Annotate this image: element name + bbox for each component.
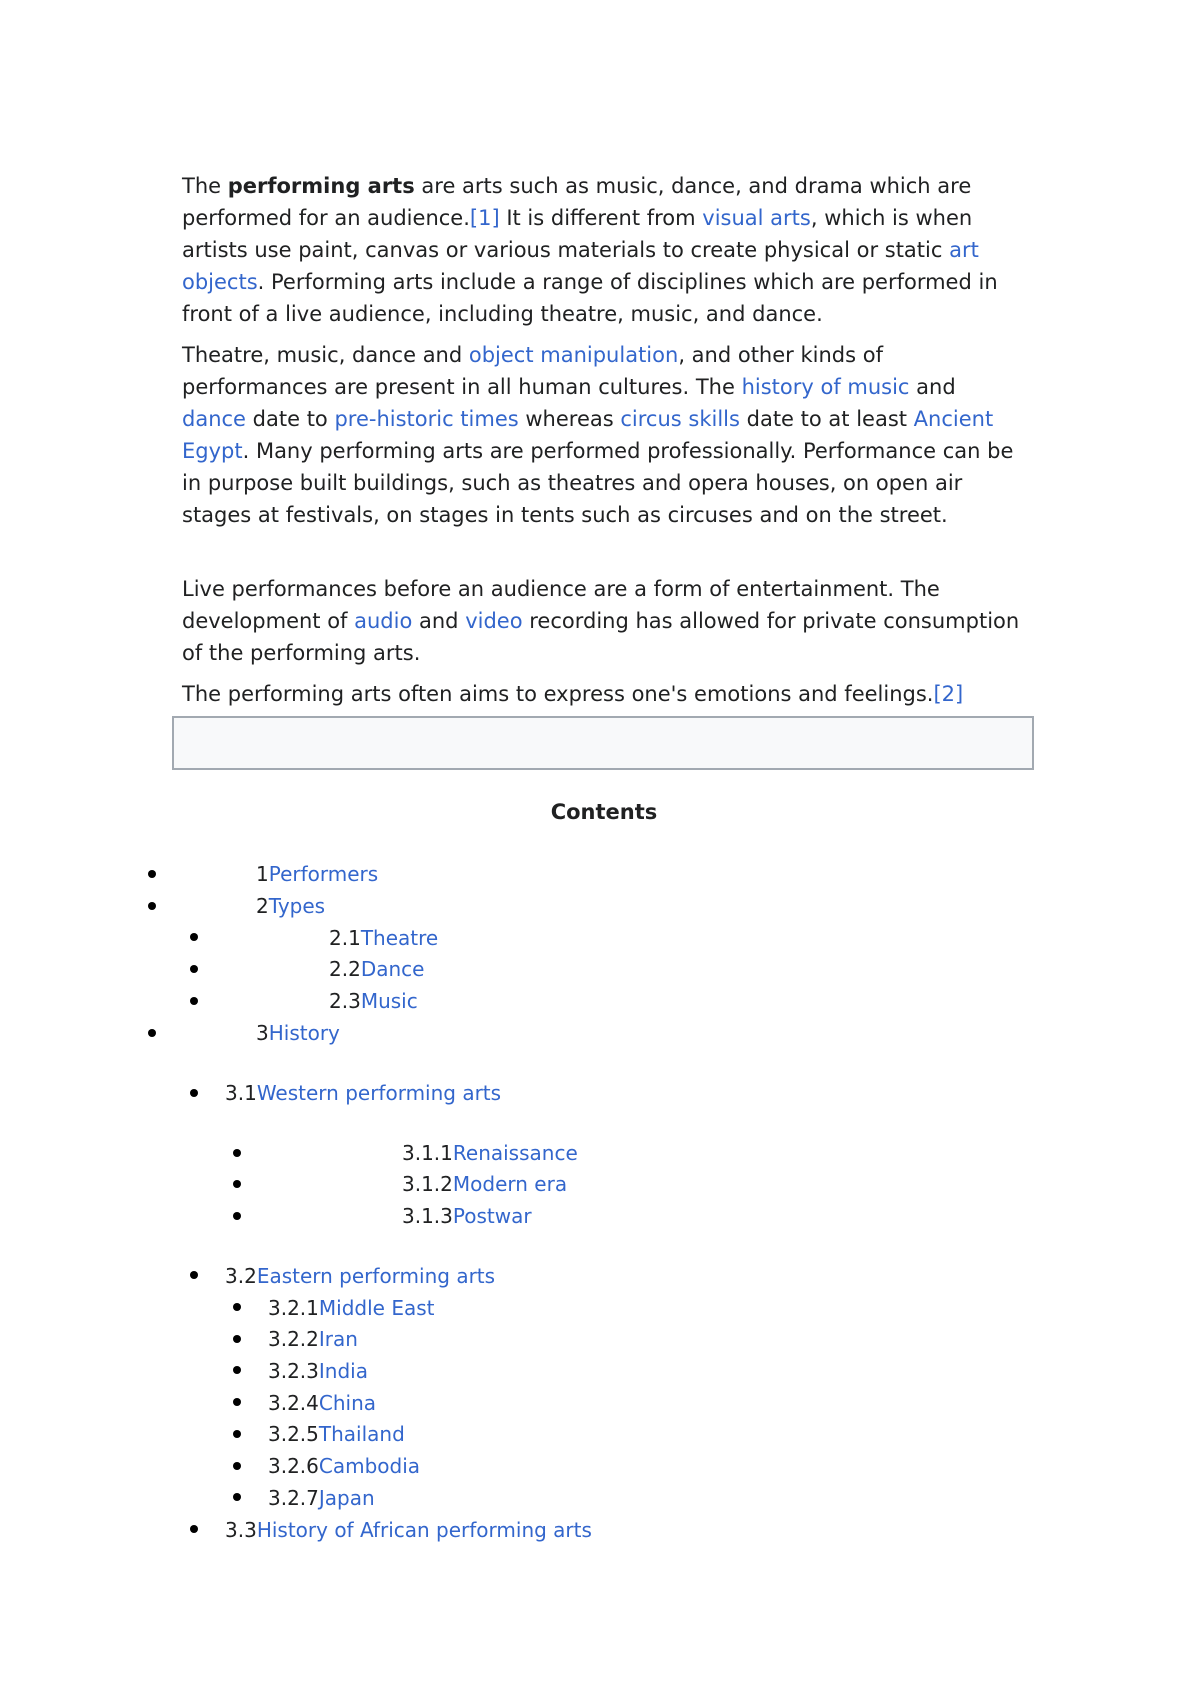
- toc-item-number: 3.2.4: [268, 1391, 319, 1415]
- toc-item-link[interactable]: Theatre: [360, 926, 439, 950]
- text-run: and: [909, 375, 956, 399]
- toc-item-number: 3.1: [225, 1081, 257, 1105]
- toc-title: Contents: [550, 800, 658, 824]
- toc-item[interactable]: [268, 1420, 405, 1448]
- intro-paragraph-2: [182, 339, 1022, 531]
- bullet-icon: [148, 870, 156, 878]
- text-run: . Many performing arts are performed professionally. Performance can be in purpose built buildings, such as theatres and opera houses, on open air stages at festivals, on stages in tents such as circuses and on the street.: [182, 439, 1014, 527]
- inline-link[interactable]: [2]: [933, 682, 964, 706]
- toc-item-link[interactable]: Middle East: [318, 1296, 435, 1320]
- toc-item[interactable]: [329, 987, 418, 1015]
- toc-item-link[interactable]: China: [318, 1391, 377, 1415]
- toc-item-number: 3.2.6: [268, 1454, 319, 1478]
- bullet-icon: [233, 1366, 241, 1374]
- bullet-icon: [233, 1149, 241, 1157]
- toc-item-link[interactable]: Cambodia: [318, 1454, 421, 1478]
- toc-item[interactable]: [268, 1389, 376, 1417]
- toc-item-number: 3.3: [225, 1518, 257, 1542]
- toc-item[interactable]: [225, 1516, 592, 1544]
- toc-item[interactable]: [329, 924, 438, 952]
- text-run: The: [182, 174, 228, 198]
- bold-term: performing arts: [227, 174, 415, 198]
- toc-item-number: 3.2: [225, 1264, 257, 1288]
- toc-item[interactable]: [268, 1357, 368, 1385]
- toc-item[interactable]: [268, 1484, 375, 1512]
- toc-item[interactable]: [256, 892, 325, 920]
- inline-link[interactable]: history of music: [741, 375, 910, 399]
- inline-link[interactable]: pre-historic times: [334, 407, 519, 431]
- toc-item-number: 2.3: [329, 989, 361, 1013]
- bullet-icon: [148, 1029, 156, 1037]
- toc-item[interactable]: [225, 1079, 501, 1107]
- toc-item[interactable]: [225, 1262, 495, 1290]
- bullet-icon: [233, 1303, 241, 1311]
- toc-item[interactable]: [256, 1019, 340, 1047]
- inline-link[interactable]: visual arts: [702, 206, 811, 230]
- bullet-icon: [190, 1271, 198, 1279]
- toc-item-number: 2.1: [329, 926, 361, 950]
- inline-link[interactable]: audio: [354, 609, 413, 633]
- toc-item-link[interactable]: Dance: [360, 957, 425, 981]
- toc-item-number: 3.2.5: [268, 1422, 319, 1446]
- inline-link[interactable]: circus skills: [620, 407, 740, 431]
- text-run: are arts such as music, dance, and drama which are performed for an audience.: [182, 174, 972, 230]
- text-run: , and other kinds of performances are present in all human cultures. The: [182, 343, 883, 399]
- bullet-icon: [190, 997, 198, 1005]
- inline-link[interactable]: dance: [182, 407, 246, 431]
- toc-item-number: 3: [256, 1021, 269, 1045]
- text-run: date to: [245, 407, 335, 431]
- bullet-icon: [190, 933, 198, 941]
- intro-paragraph-4: [182, 678, 1022, 710]
- toc-item-link[interactable]: Music: [360, 989, 418, 1013]
- bullet-icon: [190, 1525, 198, 1533]
- toc-item-link[interactable]: Performers: [268, 862, 379, 886]
- inline-link[interactable]: art objects: [182, 238, 979, 294]
- bullet-icon: [233, 1180, 241, 1188]
- text-run: The performing arts often aims to express one's emotions and feelings.: [182, 682, 934, 706]
- text-run: recording has allowed for private consumption of the performing arts.: [182, 609, 1020, 665]
- text-run: Live performances before an audience are a form of entertainment. The development of: [182, 577, 940, 633]
- toc-item[interactable]: [329, 955, 424, 983]
- toc-item-link[interactable]: History: [268, 1021, 340, 1045]
- toc-item-link[interactable]: Postwar: [452, 1204, 532, 1228]
- toc-item-link[interactable]: Japan: [318, 1486, 375, 1510]
- toc-item-link[interactable]: Types: [268, 894, 326, 918]
- inline-link[interactable]: video: [465, 609, 523, 633]
- bullet-icon: [233, 1462, 241, 1470]
- toc-item-link[interactable]: History of African performing arts: [256, 1518, 592, 1542]
- text-run: and: [412, 609, 466, 633]
- toc-item-link[interactable]: Iran: [318, 1327, 358, 1351]
- bullet-icon: [233, 1430, 241, 1438]
- bullet-icon: [233, 1493, 241, 1501]
- toc-item-link[interactable]: Eastern performing arts: [256, 1264, 496, 1288]
- toc-item-link[interactable]: India: [318, 1359, 368, 1383]
- intro-paragraph-1: [182, 170, 1022, 330]
- bullet-icon: [190, 965, 198, 973]
- text-run: It is different from: [499, 206, 703, 230]
- toc-placeholder-box: [172, 716, 1034, 770]
- toc-item[interactable]: [268, 1452, 420, 1480]
- bullet-icon: [233, 1398, 241, 1406]
- toc-item[interactable]: [256, 860, 378, 888]
- intro-paragraph-3: [182, 573, 1022, 669]
- toc-item-link[interactable]: Western performing arts: [256, 1081, 502, 1105]
- toc-item[interactable]: [402, 1139, 578, 1167]
- text-run: whereas: [518, 407, 621, 431]
- toc-item[interactable]: [268, 1294, 434, 1322]
- text-run: date to at least: [739, 407, 914, 431]
- toc-item-number: 3.1.3: [402, 1204, 453, 1228]
- toc-item[interactable]: [402, 1202, 532, 1230]
- toc-item-link[interactable]: Thailand: [318, 1422, 405, 1446]
- bullet-icon: [190, 1089, 198, 1097]
- toc-item-number: 3.2.2: [268, 1327, 319, 1351]
- inline-link[interactable]: [1]: [469, 206, 500, 230]
- toc-item-number: 2.2: [329, 957, 361, 981]
- toc-item-link[interactable]: Modern era: [452, 1172, 568, 1196]
- toc-item-number: 3.1.1: [402, 1141, 453, 1165]
- toc-item[interactable]: [402, 1170, 567, 1198]
- text-run: . Performing arts include a range of disciplines which are performed in front of a live audience, including theatre, music, and dance.: [182, 270, 998, 326]
- toc-item-number: 3.1.2: [402, 1172, 453, 1196]
- toc-item-number: 3.2.7: [268, 1486, 319, 1510]
- toc-item[interactable]: [268, 1325, 358, 1353]
- toc-item-number: 3.2.1: [268, 1296, 319, 1320]
- text-run: Theatre, music, dance and: [182, 343, 469, 367]
- toc-item-number: 3.2.3: [268, 1359, 319, 1383]
- bullet-icon: [233, 1335, 241, 1343]
- toc-item-link[interactable]: Renaissance: [452, 1141, 578, 1165]
- toc-item-number: 1: [256, 862, 269, 886]
- bullet-icon: [233, 1212, 241, 1220]
- inline-link[interactable]: Ancient Egypt: [182, 407, 994, 463]
- toc-item-number: 2: [256, 894, 269, 918]
- inline-link[interactable]: object manipulation: [468, 343, 679, 367]
- bullet-icon: [148, 902, 156, 910]
- text-run: , which is when artists use paint, canvas or various materials to create physical or static: [182, 206, 973, 262]
